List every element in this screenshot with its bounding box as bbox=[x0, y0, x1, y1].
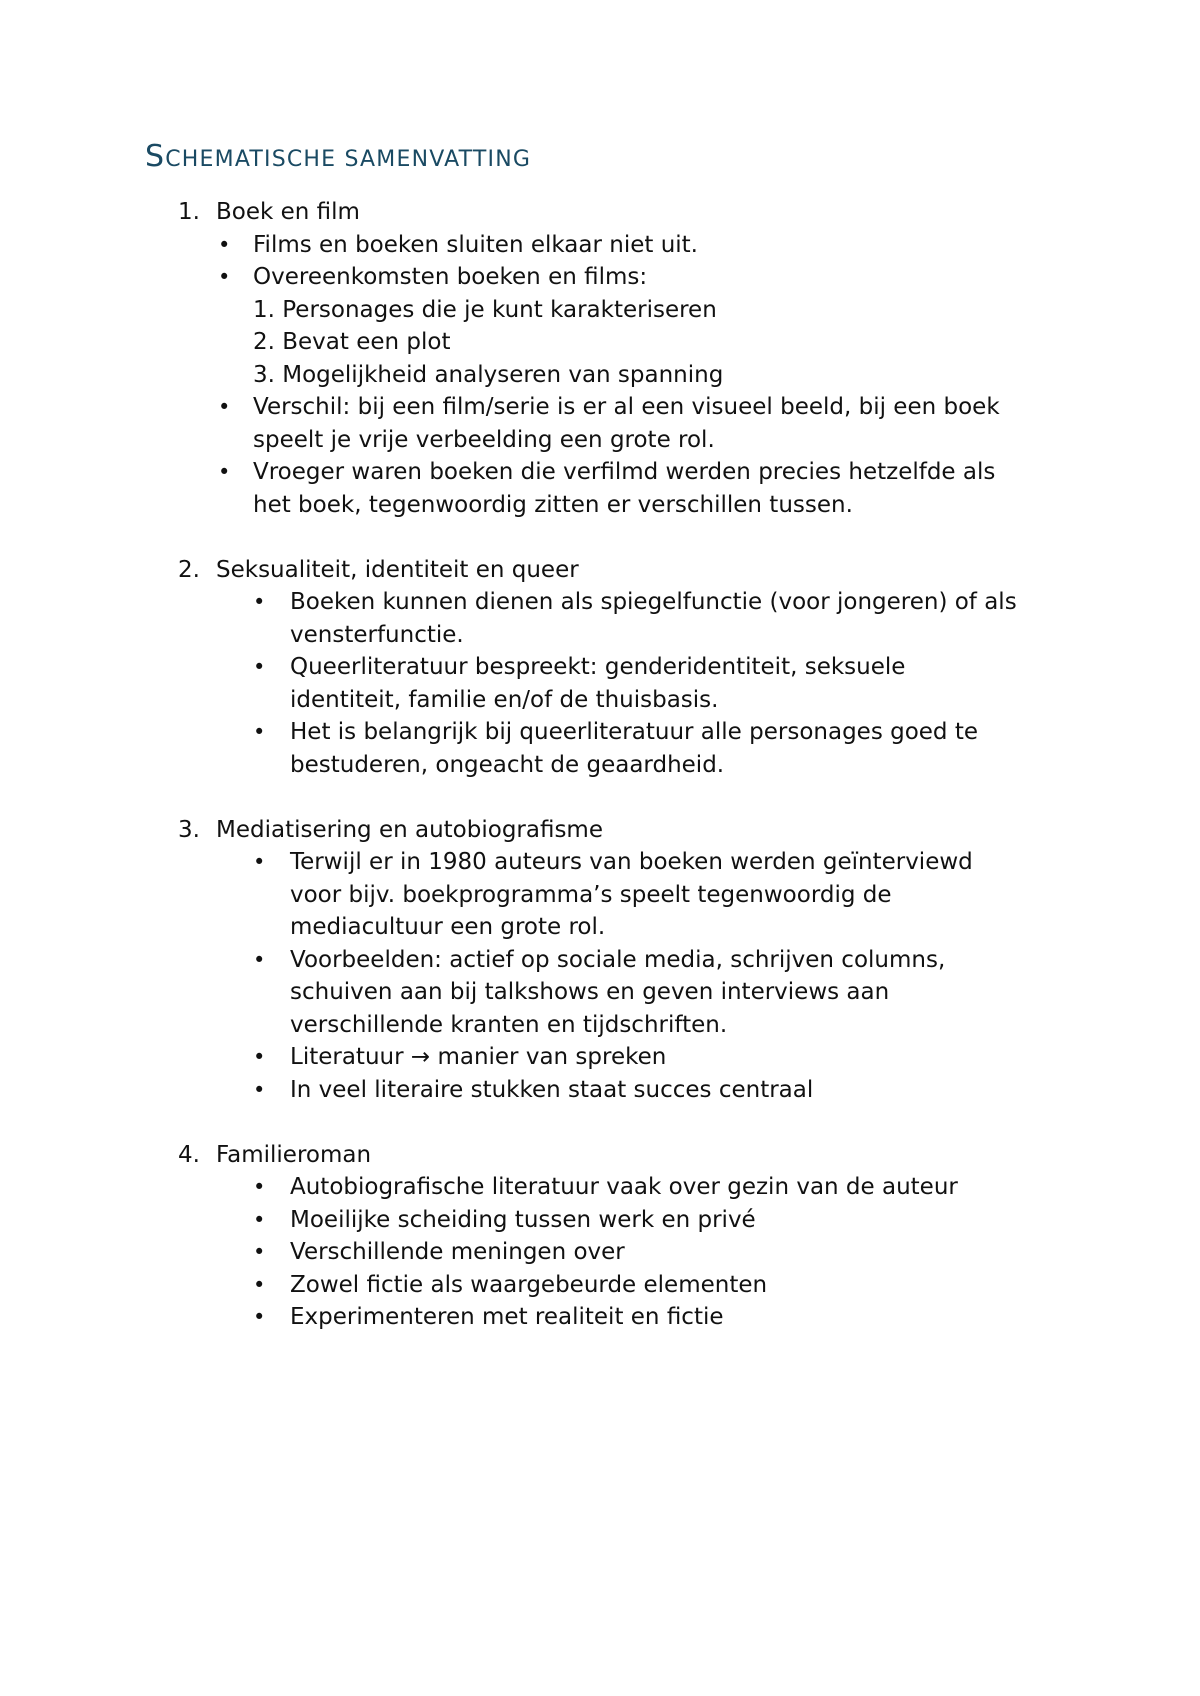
numbered-subitem bbox=[0, 326, 1200, 359]
bullet-dot-icon: • bbox=[253, 1175, 266, 1199]
list-item bbox=[0, 944, 1200, 977]
list-item-text: Films en boeken sluiten elkaar niet uit. bbox=[253, 231, 698, 258]
list-section bbox=[0, 196, 1200, 521]
list-item-text: Queerliteratuur bespreekt: genderidentiteit, seksuele bbox=[290, 654, 906, 680]
list-item bbox=[0, 976, 1200, 1009]
bullet-dot-icon: • bbox=[253, 590, 266, 614]
summary-list bbox=[0, 196, 1200, 1366]
list-item-text: schuiven aan bij talkshows en geven interviews aan bbox=[290, 979, 890, 1005]
bullet-dot-icon: • bbox=[218, 265, 231, 289]
list-item bbox=[0, 879, 1200, 912]
list-item-text: voor bijv. boekprogramma’s speelt tegenwoordig de bbox=[290, 881, 892, 908]
list-item-text: Zowel fictie als waargebeurde elementen bbox=[290, 1271, 768, 1298]
subitem-text: 3. Mogelijkheid analyseren van spanning bbox=[253, 361, 724, 388]
list-section bbox=[0, 814, 1200, 1107]
list-item bbox=[0, 456, 1200, 489]
bullet-dot-icon: • bbox=[253, 720, 266, 744]
list-item-text: In veel literaire stukken staat succes centraal bbox=[290, 1076, 814, 1103]
numbered-subitem bbox=[0, 294, 1200, 327]
bullet-dot-icon: • bbox=[253, 947, 266, 972]
list-item bbox=[0, 586, 1200, 619]
bullet-dot-icon: • bbox=[253, 655, 266, 679]
list-item-text: verschillende kranten en tijdschriften. bbox=[290, 1011, 728, 1038]
section-number: 3. bbox=[178, 816, 200, 843]
list-item bbox=[0, 1171, 1200, 1204]
section-number: 1. bbox=[178, 199, 200, 225]
list-item-text: Autobiografische literatuur vaak over gezin van de auteur bbox=[290, 1174, 958, 1200]
list-item-text: Verschillende meningen over bbox=[290, 1239, 625, 1265]
list-item-text: speelt je vrije verbeelding een grote rol. bbox=[253, 426, 715, 453]
heading-first-letter: S bbox=[145, 139, 166, 174]
bullet-dot-icon: • bbox=[218, 395, 231, 419]
list-item bbox=[0, 391, 1200, 424]
list-item bbox=[0, 1009, 1200, 1042]
list-item-text: Boeken kunnen dienen als spiegelfunctie (voor jongeren) of als bbox=[290, 589, 1017, 615]
list-item-text: Voorbeelden: actief op sociale media, schrijven columns, bbox=[290, 946, 946, 973]
list-item-text: identiteit, familie en/of de thuisbasis. bbox=[290, 686, 719, 713]
subitem-text: 2. Bevat een plot bbox=[253, 329, 451, 355]
section-number: 2. bbox=[178, 556, 200, 583]
list-item bbox=[0, 749, 1200, 782]
section-heading bbox=[0, 196, 1200, 229]
bullet-dot-icon: • bbox=[253, 1077, 266, 1102]
list-section bbox=[0, 1139, 1200, 1334]
section-title: Familieroman bbox=[216, 1141, 372, 1168]
bullet-dot-icon: • bbox=[218, 460, 231, 484]
list-item-text: Moeilijke scheiding tussen werk en privé bbox=[290, 1206, 756, 1233]
list-item-text: Terwijl er in 1980 auteurs van boeken werden geïnterviewd bbox=[290, 849, 973, 875]
list-item-text: mediacultuur een grote rol. bbox=[290, 914, 606, 940]
list-item bbox=[0, 684, 1200, 717]
list-item bbox=[0, 229, 1200, 262]
section-title: Mediatisering en autobiografisme bbox=[216, 816, 603, 843]
section-heading bbox=[0, 554, 1200, 587]
list-item bbox=[0, 716, 1200, 749]
list-item-text: Vroeger waren boeken die verfilmd werden precies hetzelfde als bbox=[253, 459, 996, 485]
list-item bbox=[0, 619, 1200, 652]
subitem-text: 1. Personages die je kunt karakteriseren bbox=[253, 296, 717, 323]
bullet-dot-icon: • bbox=[253, 1207, 266, 1232]
list-item bbox=[0, 1041, 1200, 1074]
list-item-text: het boek, tegenwoordig zitten er verschillen tussen. bbox=[253, 491, 853, 518]
heading-rest: CHEMATISCHE SAMENVATTING bbox=[165, 147, 532, 172]
list-item-text: Experimenteren met realiteit en fictie bbox=[290, 1304, 724, 1330]
list-item bbox=[0, 911, 1200, 944]
list-item bbox=[0, 1301, 1200, 1334]
list-item-text: vensterfunctie. bbox=[290, 621, 464, 648]
bullet-dot-icon: • bbox=[218, 232, 231, 257]
list-item bbox=[0, 261, 1200, 294]
list-item-text: Het is belangrijk bij queerliteratuur alle personages goed te bbox=[290, 719, 979, 745]
page-heading bbox=[145, 140, 531, 177]
section-heading bbox=[0, 814, 1200, 847]
list-item bbox=[0, 424, 1200, 457]
list-item bbox=[0, 489, 1200, 522]
list-item-text: Verschil: bij een film/serie is er al een visueel beeld, bij een boek bbox=[253, 394, 1000, 420]
section-title: Boek en film bbox=[216, 199, 360, 225]
numbered-subitem bbox=[0, 359, 1200, 392]
list-item bbox=[0, 1204, 1200, 1237]
section-heading bbox=[0, 1139, 1200, 1172]
section-number: 4. bbox=[178, 1141, 200, 1168]
list-item-text: Literatuur → manier van spreken bbox=[290, 1044, 667, 1070]
list-item bbox=[0, 1236, 1200, 1269]
bullet-dot-icon: • bbox=[253, 1305, 266, 1329]
list-section bbox=[0, 554, 1200, 782]
bullet-dot-icon: • bbox=[253, 850, 266, 874]
list-item bbox=[0, 651, 1200, 684]
bullet-dot-icon: • bbox=[253, 1240, 266, 1264]
bullet-dot-icon: • bbox=[253, 1272, 266, 1297]
list-item bbox=[0, 1269, 1200, 1302]
list-item bbox=[0, 846, 1200, 879]
list-item bbox=[0, 1074, 1200, 1107]
list-item-text: Overeenkomsten boeken en films: bbox=[253, 264, 648, 290]
bullet-dot-icon: • bbox=[253, 1045, 266, 1069]
list-item-text: bestuderen, ongeacht de geaardheid. bbox=[290, 751, 725, 778]
section-title: Seksualiteit, identiteit en queer bbox=[216, 556, 579, 583]
